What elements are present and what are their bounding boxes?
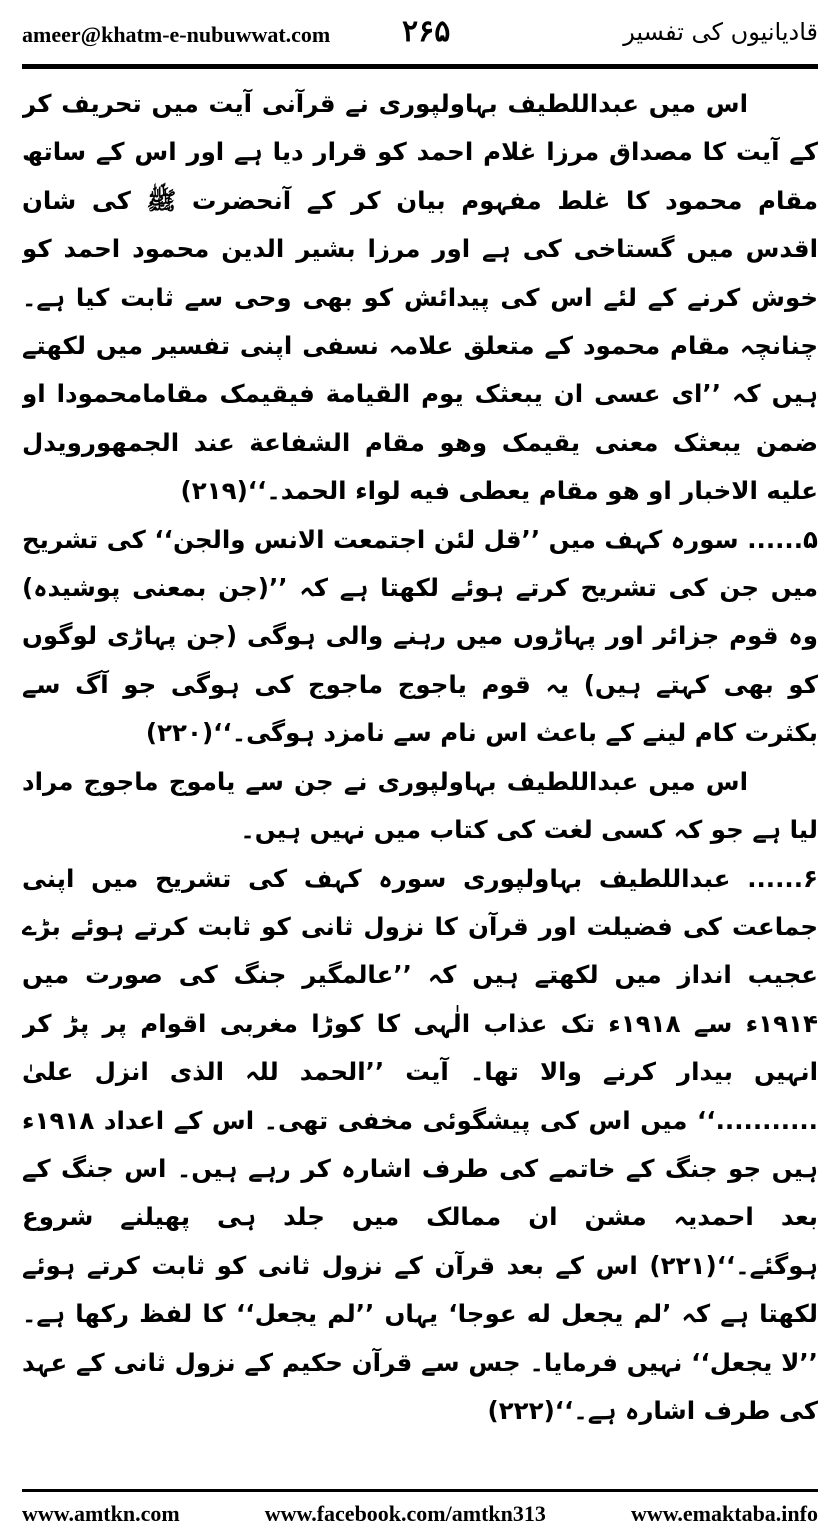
header-rule <box>22 64 818 69</box>
footer-link-emaktaba[interactable]: www.emaktaba.info <box>630 1501 818 1526</box>
paragraph-6-text: عبداللطیف بہاولپوری سورہ کہف کی تشریح میں اپنی جماعت کی فضیلت اور قرآن کا نزول ثانی کو ثابت کرتے ہوئے بڑے عجیب انداز میں لکھتے ہیں کہ ’’عالمگیر جنگ کی صورت میں ۱۹۱۴ء سے ۱۹۱۸ء تک عذاب الٰہی کا کوڑا مغربی اقوام پر پڑ کر انہیں بیدار کرنے والا تھا۔ آیت ’’الحمد للہ الذی انزل علیٰ ...........‘‘ میں اس کی پیشگوئی مخفی تھی۔ اس کے اعداد ۱۹۱۸ء ہیں جو جنگ کے خاتمے کی طرف اشارہ کر رہے ہیں۔ اس جنگ کے بعد احمدیہ مشن ان ممالک میں جلد ہی پھیلنے شروع ہوگئے۔‘‘(۲۲۱) اس کے بعد قرآن کے نزول ثانی کو ثابت کرتے ہوئے لکھتا ہے کہ ’لم یجعل له عوجا‘ یہاں ’’لم یجعل‘‘ کا لفظ رکھا ہے۔ ’’لا یجعل‘‘ نہیں فرمایا۔ جس سے قرآن حکیم کے نزول ثانی کے عہد کی طرف اشارہ ہے۔‘‘(۲۲۲) <box>22 863 818 1425</box>
book-title: قادیانیوں کی تفسیر <box>623 18 818 46</box>
footer-link-amtkn[interactable]: www.amtkn.com <box>22 1501 180 1526</box>
footer-rule <box>22 1489 818 1492</box>
page-number: ۲۶۵ <box>402 14 451 49</box>
item-number-6: ۶...... <box>747 863 818 893</box>
paragraph-6 <box>22 855 818 1436</box>
page-header <box>22 14 818 58</box>
page-body <box>22 80 818 1482</box>
header-email: ameer@khatm-e-nubuwwat.com <box>22 22 331 47</box>
page-footer <box>22 1498 818 1530</box>
paragraph-5-text: سورہ کہف میں ’’قل لئن اجتمعت الانس والجن‘‘ کی تشریح میں جن کی تشریح کرتے ہوئے لکھتا ہے کہ ’’(جن بمعنی پوشیدہ) وہ قوم جزائر اور پہاڑوں میں رہنے والی ہوگی (جن پہاڑی لوگوں کو بھی کہتے ہیں) یہ قوم یاجوج ماجوج کی ہوگی جو آگ سے بکثرت کام لینے کے باعث اس نام سے نامزد ہوگی۔‘‘(۲۲۰) <box>22 524 818 748</box>
item-number-5: ۵...... <box>747 524 818 554</box>
paragraph-1: اس میں عبداللطیف بہاولپوری نے قرآنی آیت میں تحریف کر کے آیت کا مصداق مرزا غلام احمد کو قرار دیا ہے اور اس کے ساتھ مقام محمود کا غلط مفہوم بیان کر کے آنحضرت ﷺ کی شان اقدس میں گستاخی کی ہے اور مرزا بشیر الدین محمود احمد کو خوش کرنے کے لئے اس کی پیدائش کو بھی وحی سے ثابت کیا ہے۔ چنانچہ مقام محمود کے متعلق علامہ نسفی اپنی تفسیر میں لکھتے ہیں کہ ’’ای عسی ان یبعثک یوم القیامة فیقیمک مقامامحمودا او ضمن یبعثک معنی یقیمک وھو مقام الشفاعة عند الجمھورویدل علیه الاخبار او ھو مقام یعطی فیه لواء الحمد۔‘‘(۲۱۹) <box>22 89 818 506</box>
footer-link-facebook[interactable]: www.facebook.com/amtkn313 <box>264 1501 546 1526</box>
paragraph-commentary: اس میں عبداللطیف بہاولپوری نے جن سے یاموج ماجوج مراد لیا ہے جو کہ کسی لغت کی کتاب میں نہیں ہیں۔ <box>22 766 818 845</box>
paragraph-5 <box>22 516 818 758</box>
